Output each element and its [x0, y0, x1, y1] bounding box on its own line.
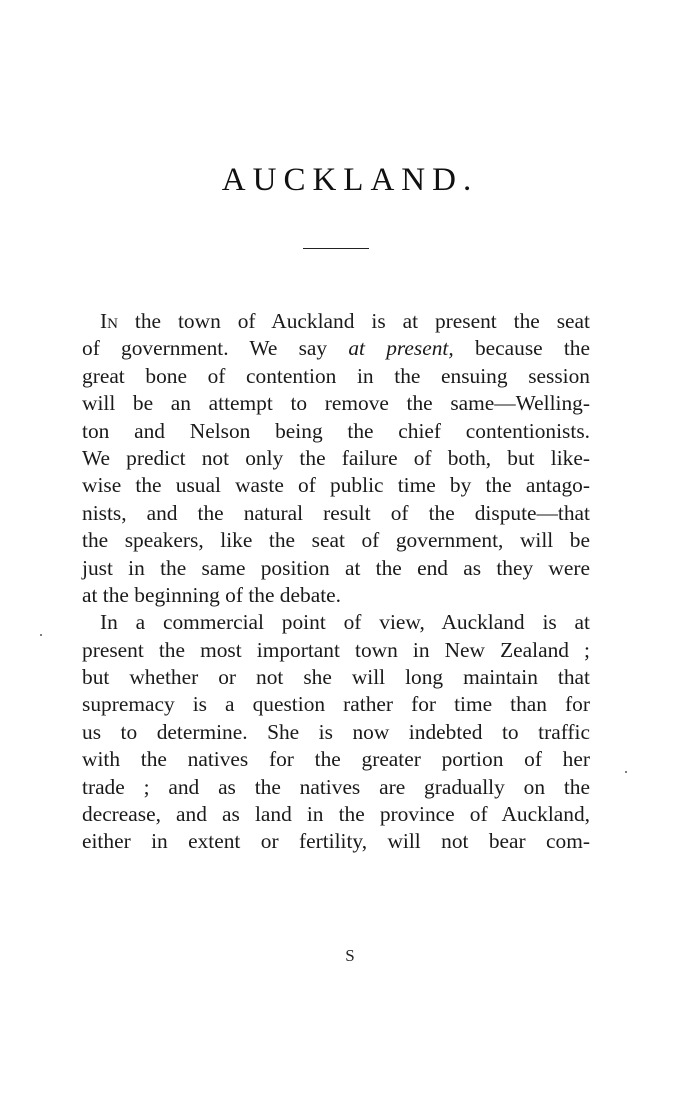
chapter-title: AUCKLAND.: [221, 162, 479, 198]
text-line: ton and Nelson being the chief contentionists.: [82, 418, 590, 443]
body-text: [82, 308, 590, 856]
text-line: wise the usual waste of public time by the antago-: [82, 473, 590, 498]
text-line: will be an attempt to remove the same—Welling-: [82, 391, 590, 416]
text-line: great bone of contention in the ensuing session: [82, 363, 590, 388]
drop-small-caps: In: [100, 309, 118, 333]
text-line: trade ; and as the natives are gradually on the: [82, 774, 590, 799]
text-line: at the beginning of the debate.: [82, 582, 341, 607]
text-line: with the natives for the greater portion of her: [82, 747, 590, 772]
signature-mark: S: [345, 946, 355, 965]
italic-phrase: at present,: [348, 336, 454, 361]
text-line: just in the same position at the end as they were: [82, 555, 590, 580]
text-line: present the most important town in New Zealand ;: [82, 637, 590, 662]
text-line: In the town of Auckland is at present the seat: [100, 309, 590, 333]
text-line: decrease, and as land in the province of Auckland,: [82, 802, 590, 827]
text-line: nists, and the natural result of the dispute—that: [82, 500, 590, 525]
text-line: either in extent or fertility, will not bear com-: [82, 829, 590, 854]
speck-mark: [40, 634, 42, 636]
title-divider-rule: [303, 248, 369, 249]
text-line: us to determine. She is now indebted to traffic: [82, 719, 590, 744]
text-line: of government. We say at present, because the: [82, 336, 590, 361]
text-line: but whether or not she will long maintain that: [82, 665, 590, 690]
text-line: In a commercial point of view, Auckland is at: [100, 610, 590, 635]
text-line: the speakers, like the seat of government, will be: [82, 528, 590, 553]
speck-mark: [625, 771, 627, 773]
text-line: We predict not only the failure of both, but like-: [82, 445, 590, 470]
text-line: supremacy is a question rather for time than for: [82, 692, 590, 717]
